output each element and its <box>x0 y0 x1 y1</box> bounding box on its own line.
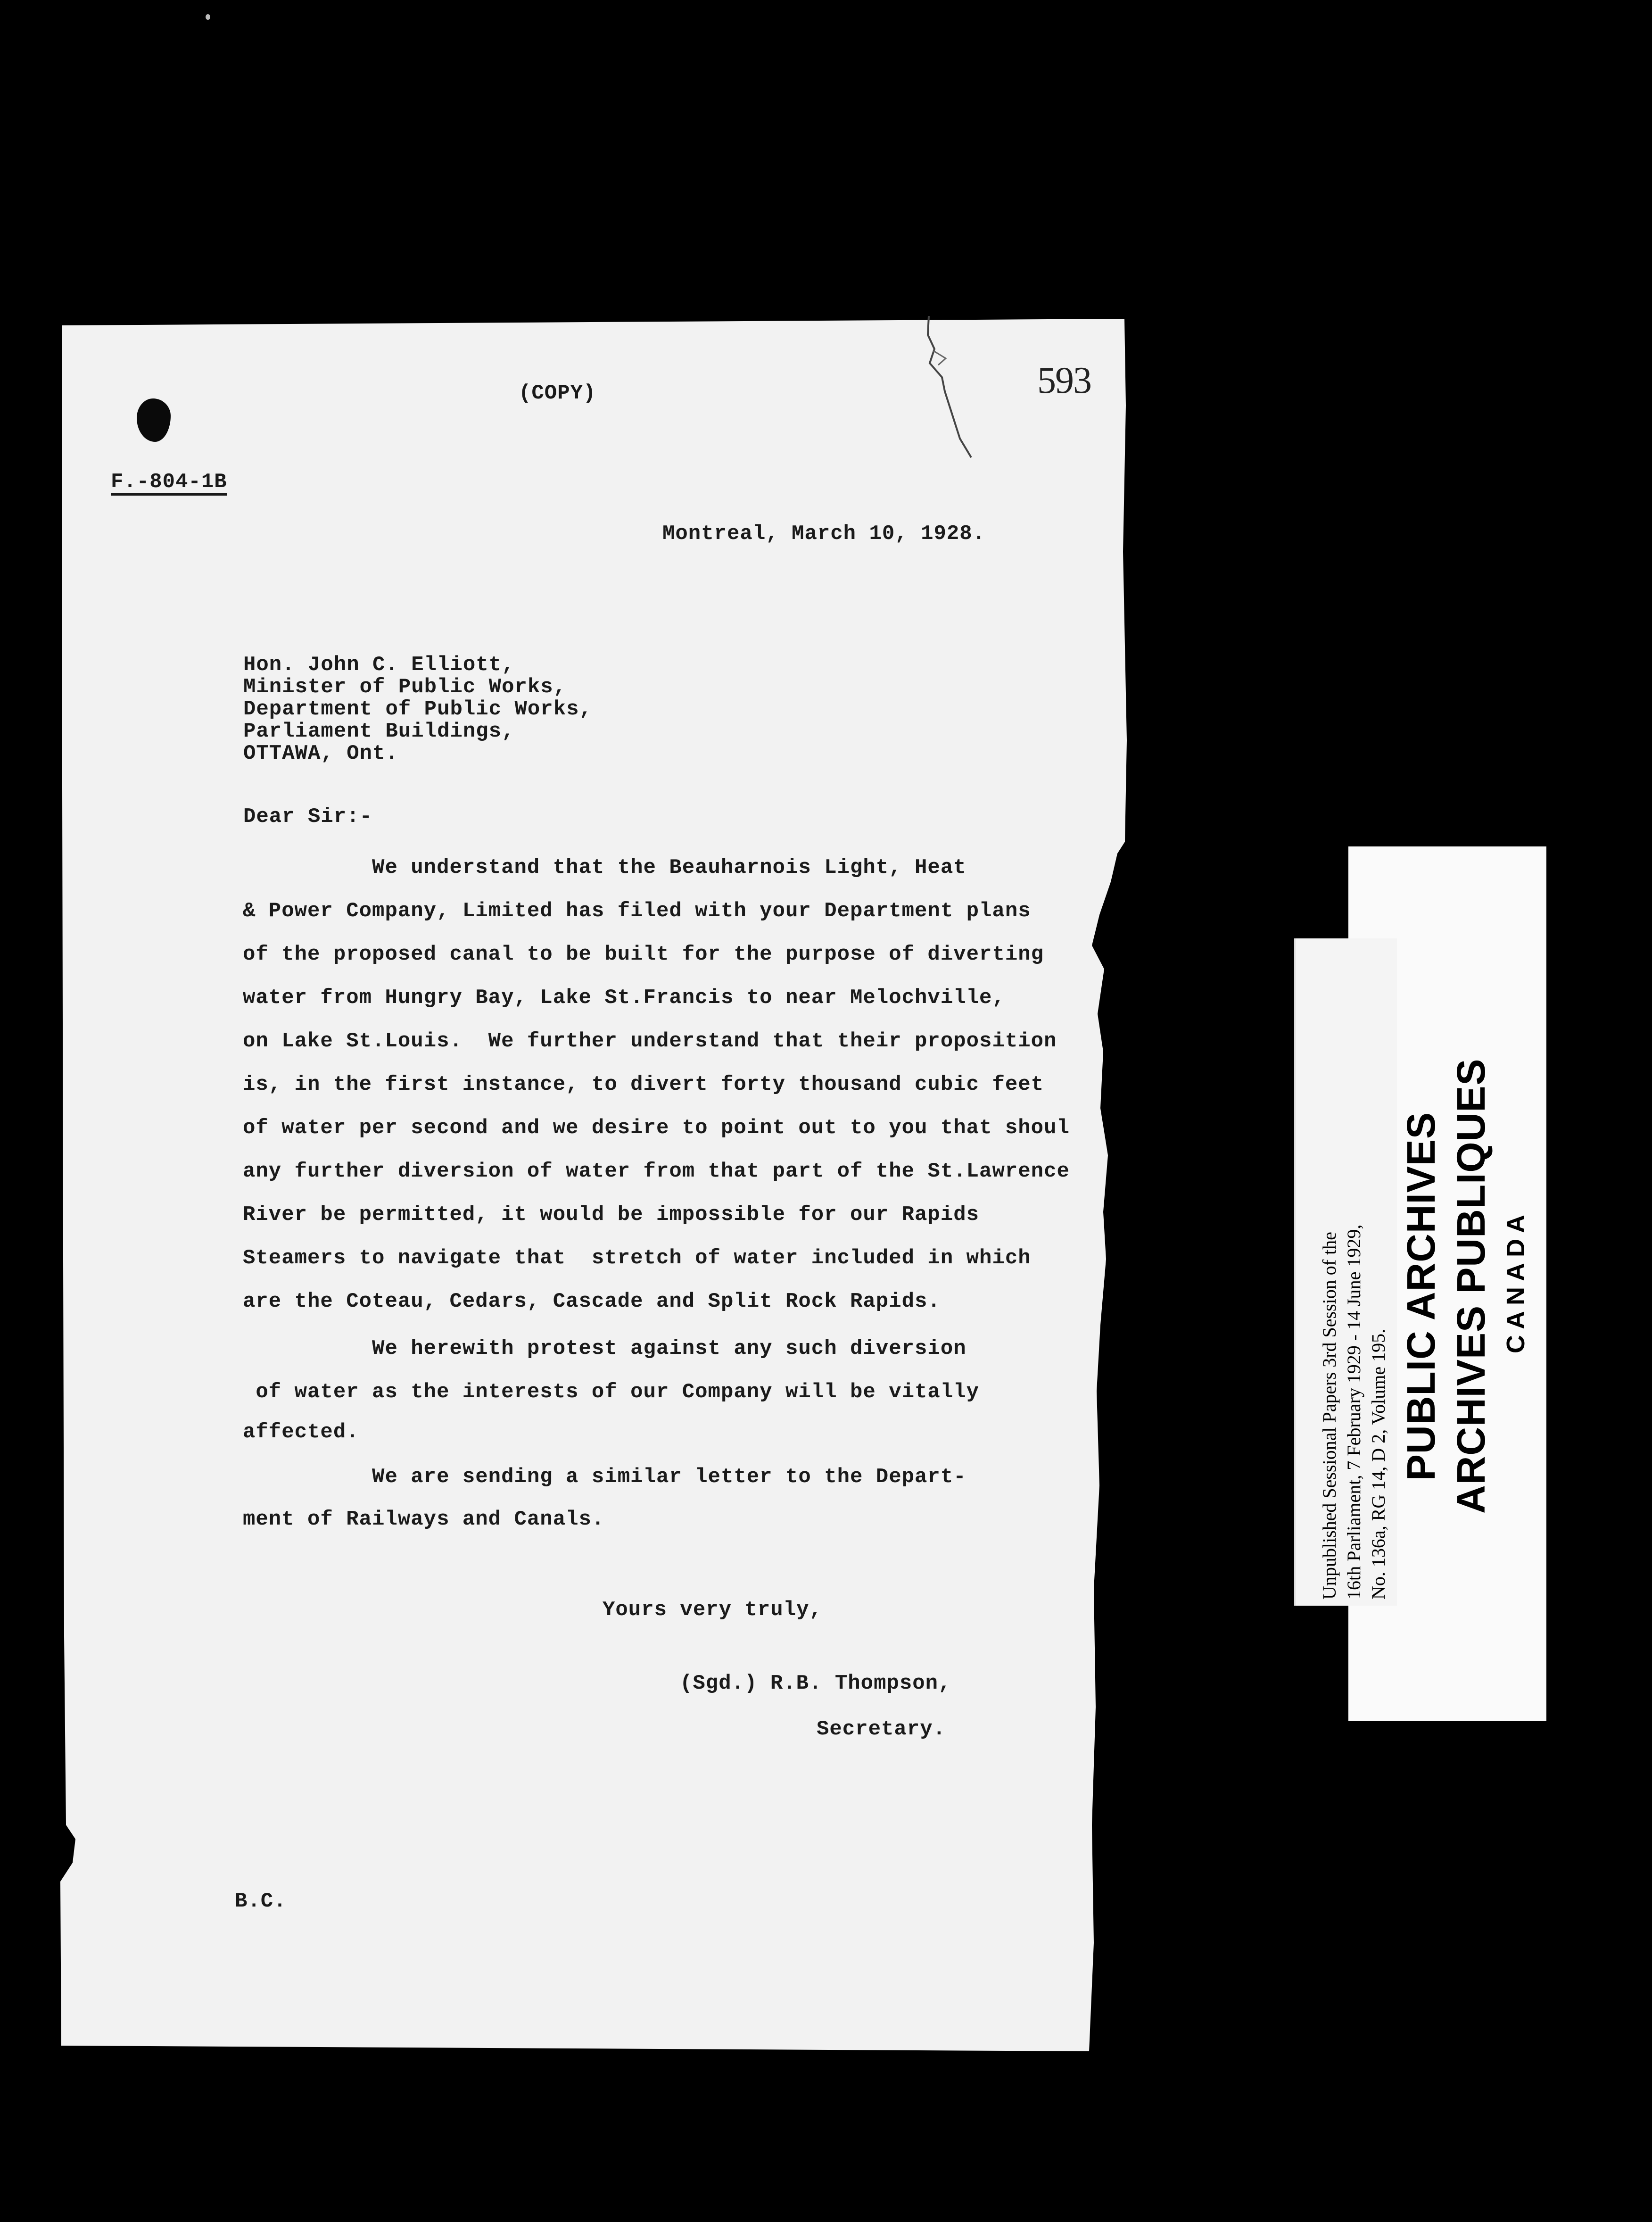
archive-source-line: 16th Parliament, 7 February 1929 - 14 June 1929, <box>1343 1224 1364 1600</box>
film-speck <box>206 14 210 20</box>
recipient-line: Parliament Buildings, <box>243 720 515 743</box>
body-line: We herewith protest against any such diversion <box>243 1337 966 1360</box>
body-line: affected. <box>243 1420 359 1444</box>
body-line: of the proposed canal to be built for the purpose of diverting <box>243 943 1044 966</box>
body-line: any further diversion of water from that part of the St.Lawrence <box>243 1160 1070 1183</box>
page-number: 593 <box>1037 360 1091 401</box>
typist-initials: B.C. <box>235 1890 287 1913</box>
archive-country: CANADA <box>1502 1209 1530 1353</box>
recipient-line: Minister of Public Works, <box>243 675 567 699</box>
recipient-line: OTTAWA, Ont. <box>243 742 398 765</box>
body-line: ment of Railways and Canals. <box>243 1508 605 1531</box>
body-line: of water per second and we desire to point out to you that shoul <box>243 1116 1070 1140</box>
body-line: of water as the interests of our Company will be vitally <box>243 1380 980 1404</box>
paper-crack <box>858 316 981 467</box>
archive-title-fr: ARCHIVES PUBLIQUES <box>1449 1058 1493 1514</box>
signature: (Sgd.) R.B. Thompson, <box>680 1672 951 1695</box>
archive-source-line: No. 136a, RG 14, D 2, Volume 195. <box>1368 1328 1389 1600</box>
letter-sheet <box>57 316 1132 2056</box>
body-line: Steamers to navigate that stretch of water included in which <box>243 1246 1031 1270</box>
body-line: is, in the first instance, to divert forty thousand cubic feet <box>243 1073 1044 1096</box>
archive-source-line: Unpublished Sessional Papers 3rd Session of the <box>1319 1232 1340 1600</box>
file-reference: F.-804-1B <box>111 472 227 496</box>
paper-shape <box>57 316 1132 2056</box>
body-line: We understand that the Beauharnois Light, Heat <box>243 856 966 879</box>
recipient-line: Hon. John C. Elliott, <box>243 653 515 677</box>
copy-mark: (COPY) <box>519 381 596 405</box>
body-line: are the Coteau, Cedars, Cascade and Split Rock Rapids. <box>243 1290 941 1313</box>
body-line: River be permitted, it would be impossible for our Rapids <box>243 1203 980 1227</box>
body-line: & Power Company, Limited has filed with your Department plans <box>243 899 1031 923</box>
body-line: water from Hungry Bay, Lake St.Francis to near Melochville, <box>243 986 1005 1010</box>
salutation: Dear Sir:- <box>243 805 373 829</box>
dateline: Montreal, March 10, 1928. <box>662 522 986 546</box>
archive-title-en: PUBLIC ARCHIVES <box>1399 1112 1443 1481</box>
body-line: We are sending a similar letter to the Depart- <box>243 1465 966 1489</box>
body-line: on Lake St.Louis. We further understand that their proposition <box>243 1029 1057 1053</box>
recipient-line: Department of Public Works, <box>243 697 592 721</box>
signer-title: Secretary. <box>817 1717 946 1741</box>
closing: Yours very truly, <box>603 1598 822 1622</box>
